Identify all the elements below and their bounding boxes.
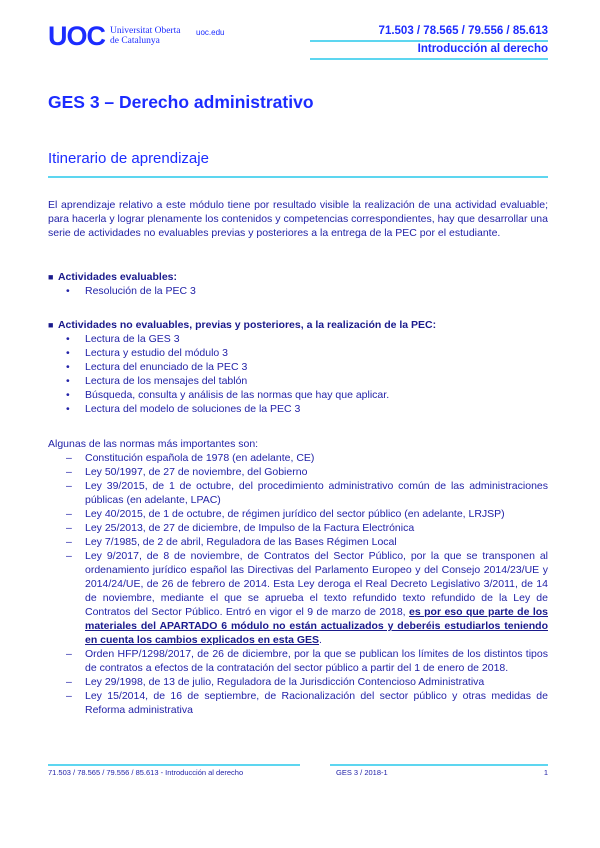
evaluable-list <box>66 284 548 298</box>
section-rule <box>48 176 548 178</box>
page-number: 1 <box>543 768 548 777</box>
evaluable-title: ■ Actividades evaluables: <box>48 271 178 283</box>
section-title: Itinerario de aprendizaje <box>48 150 209 167</box>
page-title: GES 3 – Derecho administrativo <box>48 92 314 112</box>
logo-university-name: Universitat Oberta de Catalunya <box>110 26 181 46</box>
footer-guide: GES 3 / 2018-1 <box>336 768 388 777</box>
norm-item: – Ley 15/2014, de 16 de septiembre, de Racionalización del sector público y otras medidas de Reforma administrativa <box>66 689 548 717</box>
subject-name: Introducción al derecho <box>417 43 548 55</box>
logo-mark: UOC <box>48 21 105 51</box>
norm-item: – Constitución española de 1978 (en adelante, CE) <box>66 451 548 465</box>
header-info <box>379 24 548 57</box>
norm-item: – Orden HFP/1298/2017, de 26 de diciembre, por la que se publican los límites de los distintos tipos de contratos a efectos de la contratación del sector público a partir del 1 de enero de 2018. <box>66 647 548 675</box>
footer-rule-left <box>48 764 300 766</box>
norm-item: – Ley 25/2013, de 27 de diciembre, de Impulso de la Factura Electrónica <box>66 521 548 535</box>
logo-url: uoc.edu <box>196 28 225 37</box>
square-bullet-icon: ■ <box>48 320 54 330</box>
norm-item: – Ley 50/1997, de 27 de noviembre, del Gobierno <box>66 465 548 479</box>
list-item: • Lectura del enunciado de la PEC 3 <box>66 360 548 374</box>
list-item: • Búsqueda, consulta y análisis de las normas que hay que aplicar. <box>66 388 548 402</box>
uoc-logo <box>48 22 180 50</box>
list-item: • Lectura de los mensajes del tablón <box>66 374 548 388</box>
non-evaluable-activities <box>48 318 548 416</box>
highlighted-note: es por eso que parte de los materiales del APARTADO 6 módulo no están actualizados y deberéis estudiarlos teniendo en cuenta los cambios explicados en esta GES <box>85 606 548 646</box>
norms-intro: Algunas de las normas más importantes son: <box>48 438 259 450</box>
list-item: • Resolución de la PEC 3 <box>66 284 548 298</box>
evaluable-activities <box>48 270 548 298</box>
subject-codes: 71.503 / 78.565 / 79.556 / 85.613 <box>378 25 548 37</box>
list-item: • Lectura y estudio del módulo 3 <box>66 346 548 360</box>
footer-rule-right <box>330 764 548 766</box>
intro-paragraph: El aprendizaje relativo a este módulo tiene por resultado visible la realización de una actividad evaluable; para hacerla y lograr plenamente los contenidos y competencias correspondientes, hay que desarrollar una serie de actividades no evaluables previas y posteriores a la entrega de la PEC por el estudiante. <box>48 199 548 239</box>
header-rule-bottom <box>310 58 548 60</box>
list-item: • Lectura del modelo de soluciones de la PEC 3 <box>66 402 548 416</box>
non-evaluable-list <box>66 332 548 416</box>
footer-subject: 71.503 / 78.565 / 79.556 / 85.613 - Introducción al derecho <box>48 768 244 777</box>
norm-item: – Ley 29/1998, de 13 de julio, Reguladora de la Jurisdicción Contencioso Administrativa <box>66 675 548 689</box>
non-evaluable-title: ■ Actividades no evaluables, previas y posteriores, a la realización de la PEC: <box>48 319 437 331</box>
norms-section <box>48 437 548 717</box>
norms-list <box>66 451 548 717</box>
norm-item-ley-9-2017: – Ley 9/2017, de 8 de noviembre, de Contratos del Sector Público, por la que se transponen al ordenamiento jurídico español las Directivas del Parlamento Europeo y del Consejo 2014/23/UE y 2014/24/UE, de 26 de febrero de 2014. Esta Ley deroga el Real Decreto Legislativo 3/2011, de 14 de noviembre, mediante el que se aprueba el texto refundido texto refundido de la Ley de Contratos del Sector Público. Entró en vigor el 9 de marzo de 2018, es por eso que parte de los materiales del APARTADO 6 módulo no están actualizados y deberéis estudiarlos teniendo en cuenta los cambios explicados en esta GES. <box>66 549 548 647</box>
norm-item: – Ley 39/2015, de 1 de octubre, del procedimiento administrativo común de las administraciones públicas (en adelante, LPAC) <box>66 479 548 507</box>
norm-item: – Ley 7/1985, de 2 de abril, Reguladora de las Bases Régimen Local <box>66 535 548 549</box>
norm-item: – Ley 40/2015, de 1 de octubre, de régimen jurídico del sector público (en adelante, LRJSP) <box>66 507 548 521</box>
square-bullet-icon: ■ <box>48 272 54 282</box>
list-item: • Lectura de la GES 3 <box>66 332 548 346</box>
